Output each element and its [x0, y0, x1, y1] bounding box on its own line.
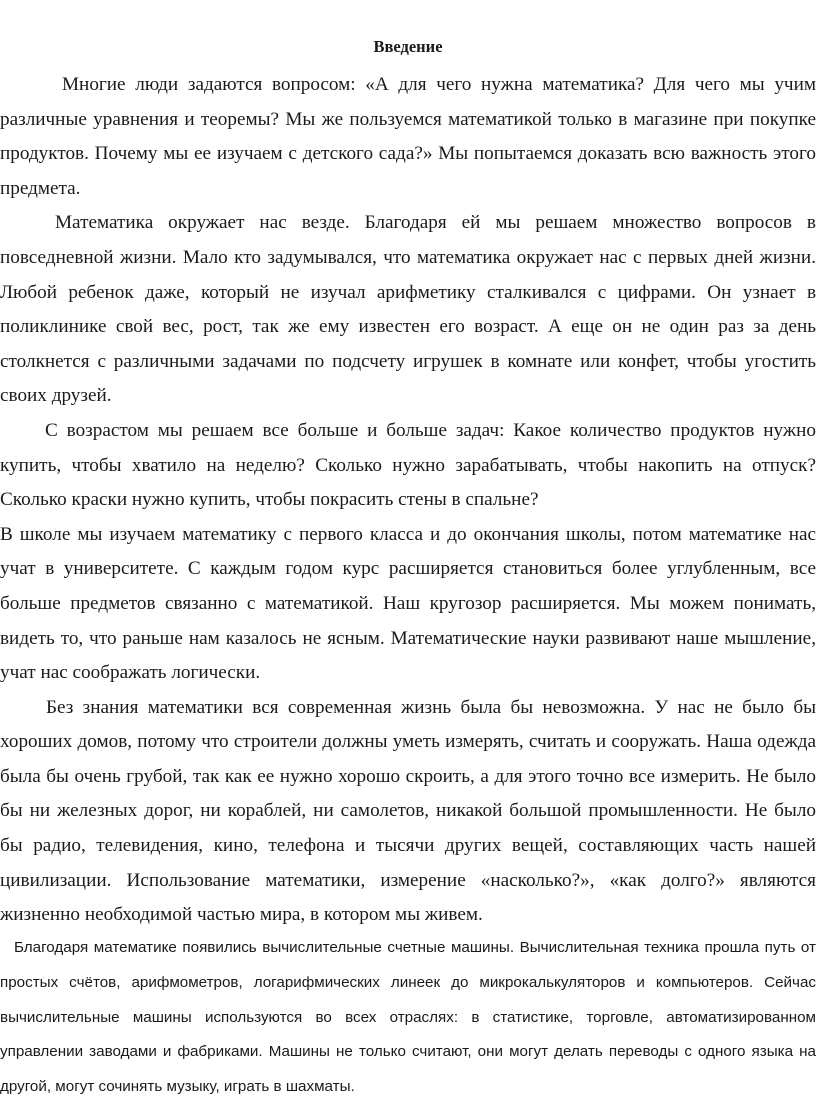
paragraph-everywhere: Математика окружает нас везде. Благодаря ей мы решаем множество вопросов в повседневной жизни. Мало кто задумывался, что математика окружает нас с первых дней жизни. Любой ребенок даже, который не изучал арифметику сталкивался с цифрами. Он узнает в поликлинике свой вес, рост, так же ему известен его возраст. А еще он не один раз за день столкнется с различными задачами по подсчету игрушек в комнате или конфет, чтобы угостить своих друзей. — [0, 212, 816, 407]
document-body-sans — [0, 931, 816, 1105]
paragraph-computers: Благодаря математике появились вычислительные счетные машины. Вычислительная техника прошла путь от простых счётов, арифмометров, логарифмических линеек до микрокалькуляторов и компьютеров. Сейчас вычислительные машины используются во всех отраслях: в статистике, торговле, автоматизированном управлении заводами и фабриками. Машины не только считают, они могут делать переводы с одного языка на другой, могут сочинять музыку, играть в шахматы. — [0, 939, 816, 1096]
paragraph-intro: Многие люди задаются вопросом: «А для чего нужна математика? Для чего мы учим различные уравнения и теоремы? Мы же пользуемся математикой только в магазине при покупке продуктов. Почему мы ее изучаем с детского сада?» Мы попытаемся доказать всю важность этого предмета. — [0, 74, 816, 199]
paragraph-school: В школе мы изучаем математику с первого класса и до окончания школы, потом математике нас учат в университете. С каждым годом курс расширяется становиться более углубленным, все больше предметов связанно с математикой. Наш кругозор расширяется. Мы можем понимать, видеть то, что раньше нам казалось не ясным. Математические науки развивают наше мышление, учат нас соображать логически. — [0, 523, 816, 684]
paragraph-age-tasks: С возрастом мы решаем все больше и больше задач: Какое количество продуктов нужно купить, чтобы хватило на неделю? Сколько нужно зарабатывать, чтобы накопить на отпуск? Сколько краски нужно купить, чтобы покрасить стены в спальне? — [0, 419, 816, 511]
paragraph-modern-life: Без знания математики вся современная жизнь была бы невозможна. У нас не было бы хороших домов, потому что строители должны уметь измерять, считать и сооружать. Наша одежда была бы очень грубой, так как ее нужно хорошо скроить, а для этого точно все измерить. Не было бы ни железных дорог, ни кораблей, ни самолетов, никакой большой промышленности. Не было бы радио, телевидения, кино, телефона и тысячи других вещей, составляющих часть нашей цивилизации. Использование математики, измерение «насколько?», «как долго?» являются жизненно необходимой частью мира, в котором мы живем. — [0, 696, 816, 926]
page-title: Введение — [373, 37, 443, 56]
document-body — [0, 68, 816, 933]
